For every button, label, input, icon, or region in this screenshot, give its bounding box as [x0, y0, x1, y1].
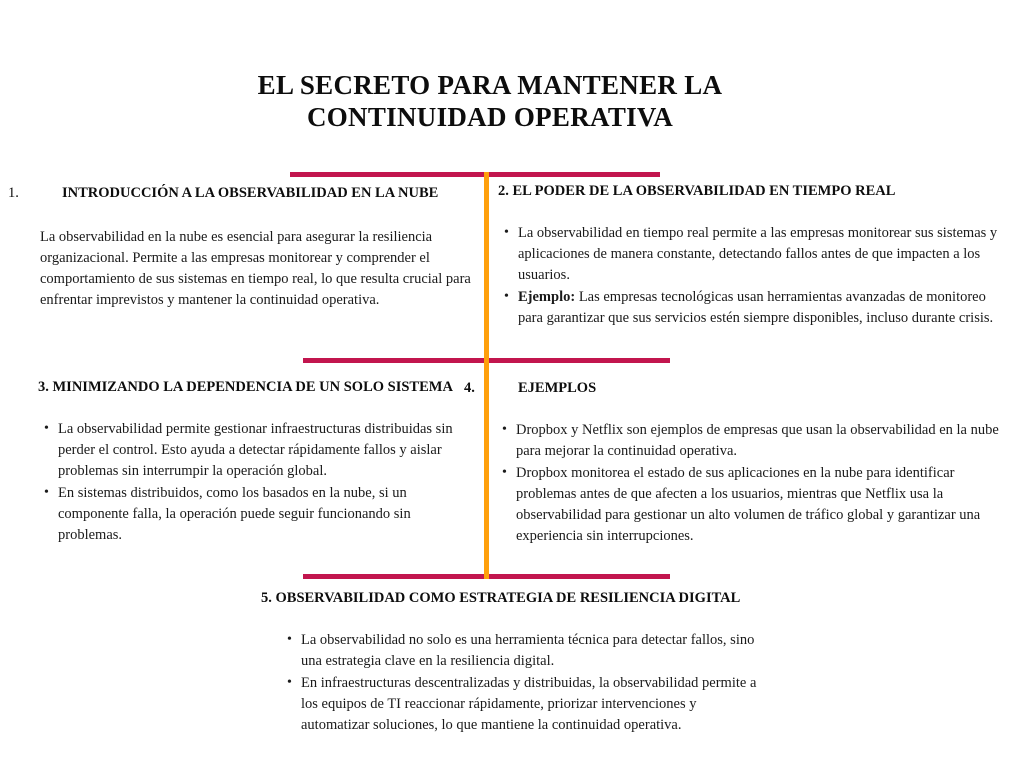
list-item — [518, 223, 1010, 286]
section-2 — [498, 182, 1010, 330]
bullet-text: La observabilidad en tiempo real permite a las empresas monitorear sus sistemas y aplicaciones de manera constante, detectando fallos antes de que impacten a los usuarios. — [518, 225, 998, 284]
bullet-lead: Ejemplo: — [518, 289, 576, 306]
section-2-heading: 2. EL PODER DE LA OBSERVABILIDAD EN TIEMPO REAL — [498, 183, 896, 199]
page-title: EL SECRETO PARA MANTENER LA CONTINUIDAD OPERATIVA — [257, 70, 723, 132]
bullet-text: Dropbox y Netflix son ejemplos de empresas que usan la observabilidad en la nube para mejorar la continuidad operativa. — [516, 422, 999, 460]
section-1-marker: 1. — [8, 185, 19, 201]
section-3 — [38, 378, 474, 547]
divider-line-top — [290, 172, 660, 177]
list-item — [516, 463, 1008, 547]
section-4-heading-text: EJEMPLOS — [518, 380, 597, 396]
list-item — [516, 420, 1008, 462]
bullet-text: En infraestructuras descentralizadas y distribuidas, la observabilidad permite a los equipos de TI reaccionar rápidamente, priorizar intervenciones y automatizar soluciones, lo que mantiene la continuidad operativa. — [301, 675, 757, 734]
list-item — [301, 630, 761, 672]
section-5-heading: 5. OBSERVABILIDAD COMO ESTRATEGIA DE RESILIENCIA DIGITAL — [261, 590, 741, 606]
bullet-text: En sistemas distribuidos, como los basados en la nube, si un componente falla, la operación puede seguir funcionando sin problemas. — [58, 485, 411, 544]
vertical-connector-line — [484, 172, 489, 579]
list-item — [518, 287, 1010, 329]
section-1 — [8, 184, 472, 311]
section-4-heading — [464, 379, 1008, 398]
section-5 — [261, 589, 761, 737]
bullet-text: La observabilidad no solo es una herramienta técnica para detectar fallos, sino una estrategia clave en la resiliencia digital. — [301, 632, 755, 670]
section-1-heading-text: INTRODUCCIÓN A LA OBSERVABILIDAD EN LA NUBE — [62, 185, 439, 201]
section-1-paragraph: La observabilidad en la nube es esencial para asegurar la resiliencia organizacional. Permite a las empresas monitorear y comprender el comportamiento de sus sistemas en tiempo real, lo que resulta crucial para enfrentar imprevistos y mantener la continuidad operativa. — [40, 229, 471, 309]
list-item — [58, 483, 474, 546]
section-4 — [464, 379, 1008, 548]
section-3-bullet-list — [38, 419, 474, 546]
section-4-bullet-list — [496, 420, 1008, 547]
bullet-text: Dropbox monitorea el estado de sus aplicaciones en la nube para identificar problemas antes de que afecten a los usuarios, mientras que Netflix usa la observabilidad para gestionar un alto volumen de tráfico global y garantizar una experiencia sin interrupciones. — [516, 465, 981, 545]
section-2-bullet-list — [498, 223, 1010, 329]
bullet-text: La observabilidad permite gestionar infraestructuras distribuidas sin perder el control. Esto ayuda a detectar rápidamente fallos y aislar problemas sin interrumpir la operación global. — [58, 421, 453, 480]
list-item — [301, 673, 761, 736]
section-1-heading — [8, 184, 472, 203]
list-item — [58, 419, 474, 482]
section-5-bullet-list — [261, 630, 761, 736]
bullet-text: Las empresas tecnológicas usan herramientas avanzadas de monitoreo para garantizar que sus servicios estén siempre disponibles, incluso durante crisis. — [518, 289, 994, 327]
section-3-heading: 3. MINIMIZANDO LA DEPENDENCIA DE UN SOLO SISTEMA — [38, 379, 453, 395]
section-4-marker: 4. — [464, 380, 475, 396]
